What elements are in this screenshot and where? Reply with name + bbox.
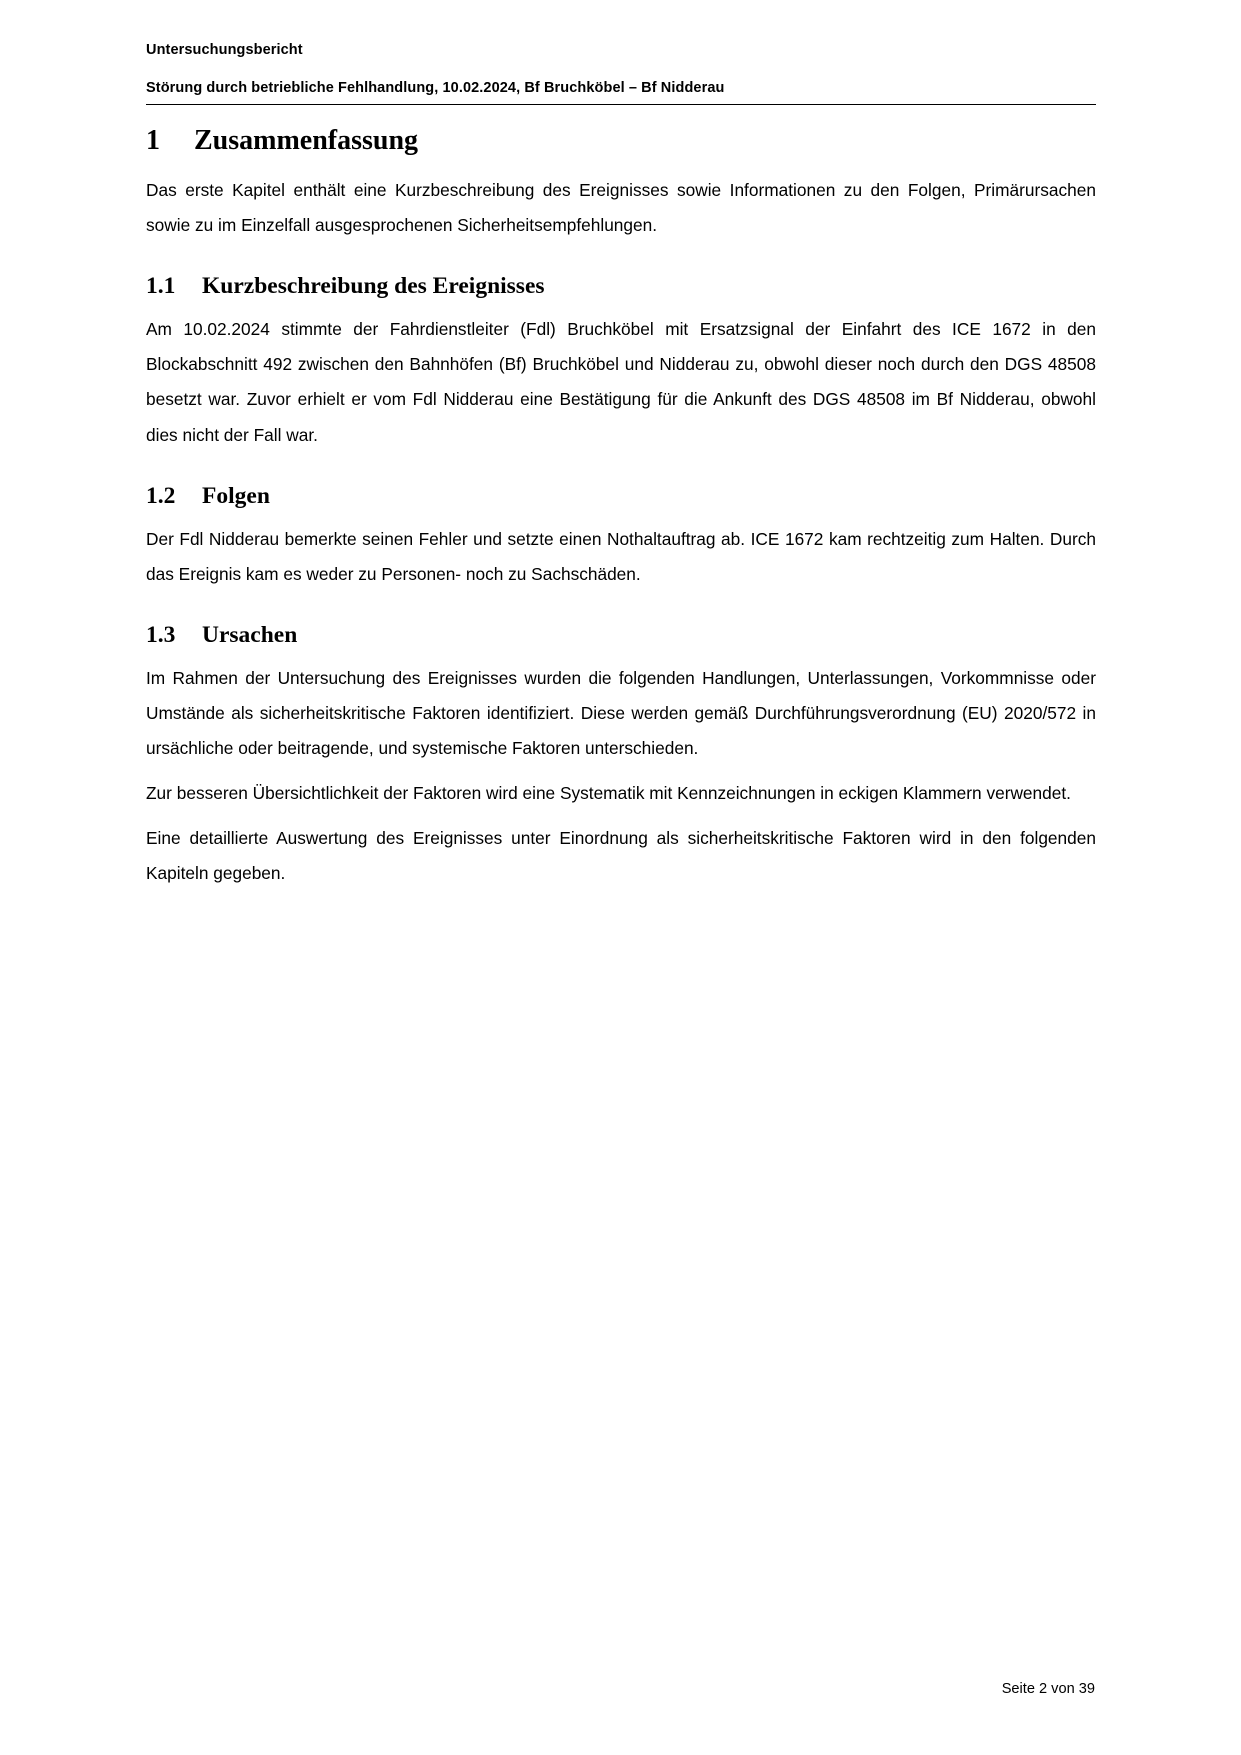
heading-title-1-3: Ursachen (202, 621, 298, 648)
heading-section-1 (146, 125, 1096, 157)
paragraph-1-3-1: Im Rahmen der Untersuchung des Ereignisses wurden die folgenden Handlungen, Unterlassungen, Vorkommnisse oder Umstände als sicherheitskritische Faktoren identifiziert. Diese werden gemäß Durchführungsverordnung (EU) 2020/572 in ursächliche oder beitragende, und systemische Faktoren unterschieden. (146, 667, 1096, 759)
paragraph-1-3-3: Eine detaillierte Auswertung des Ereignisses unter Einordnung als sicherheitskritische Faktoren wird in den folgenden Kapiteln gegeben. (146, 828, 1096, 884)
heading-section-1-1 (146, 273, 1096, 300)
page-content (146, 42, 1096, 902)
paragraph-1-1: Das erste Kapitel enthält eine Kurzbeschreibung des Ereignisses sowie Informationen zu den Folgen, Primärursachen sowie zu im Einzelfall ausgesprochenen Sicherheitsempfehlungen. (146, 180, 1096, 236)
heading-number-1-2: 1.2 (146, 482, 176, 509)
heading-number-1: 1 (146, 125, 160, 156)
heading-number-1-1: 1.1 (146, 273, 176, 300)
document-header (146, 42, 1096, 105)
paragraph-1-1-1: Am 10.02.2024 stimmte der Fahrdienstleiter (Fdl) Bruchköbel mit Ersatzsignal der Einfahrt des ICE 1672 in den Blockabschnitt 492 zwischen den Bahnhöfen (Bf) Bruchköbel und Nidderau zu, obwohl dieser noch durch den DGS 48508 besetzt war. Zuvor erhielt er vom Fdl Nidderau eine Bestätigung für die Ankunft des DGS 48508 im Bf Nidderau, obwohl dies nicht der Fall war. (146, 319, 1096, 445)
heading-section-1-2 (146, 483, 1096, 510)
paragraph-1-2-1: Der Fdl Nidderau bemerkte seinen Fehler und setzte einen Nothaltauftrag ab. ICE 1672 kam rechtzeitig zum Halten. Durch das Ereignis kam es weder zu Personen- noch zu Sachschäden. (146, 528, 1096, 584)
heading-title-1: Zusammenfassung (194, 125, 419, 156)
heading-title-1-1: Kurzbeschreibung des Ereignisses (202, 273, 545, 300)
footer-page-number: Seite 2 von 39 (1001, 1681, 1095, 1697)
paragraph-1-3-2: Zur besseren Übersichtlichkeit der Faktoren wird eine Systematik mit Kennzeichnungen in eckigen Klammern verwendet. (146, 783, 1071, 804)
heading-number-1-3: 1.3 (146, 621, 176, 648)
header-report-subject: Störung durch betriebliche Fehlhandlung, 10.02.2024, Bf Bruchköbel – Bf Nidderau (146, 80, 725, 96)
heading-title-1-2: Folgen (202, 482, 270, 509)
header-report-type: Untersuchungsbericht (146, 42, 303, 58)
heading-section-1-3 (146, 622, 1096, 649)
header-divider (146, 104, 1096, 105)
